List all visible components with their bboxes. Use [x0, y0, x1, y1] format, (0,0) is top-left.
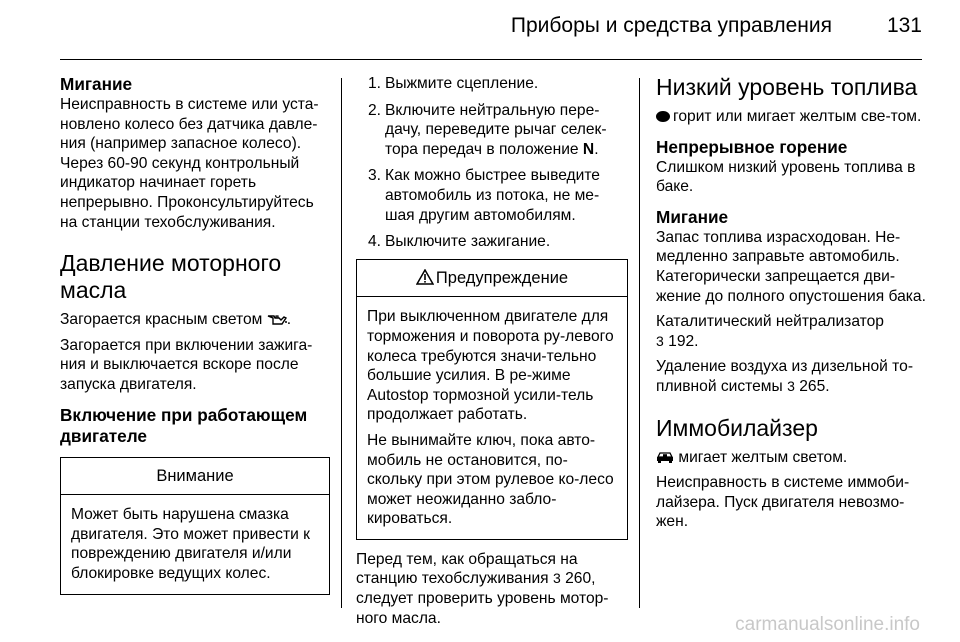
- warning-paragraph-2: Не вынимайте ключ, пока авто-мобиль не остановится, по-скольку при этом рулевое ко-лесо может неожиданно забло-кироваться.: [367, 431, 614, 528]
- after-box-paragraph: Перед тем, как обращаться на станцию техобслуживания 3 260, следует проверить уровень мотор-ного масла.: [356, 550, 609, 627]
- warning-triangle-icon: [416, 269, 434, 285]
- low-fuel-heading: Низкий уровень топлива: [656, 74, 918, 100]
- page-ref-265[interactable]: 265: [799, 377, 826, 395]
- warning-header: [357, 260, 627, 298]
- oil-lit-text-end: .: [286, 311, 292, 329]
- fuel-blink-heading: Мигание: [656, 206, 729, 227]
- column-1: [60, 74, 330, 595]
- column-2: [356, 74, 628, 628]
- step-3: 3. Как можно быстрее выведите автомобиль из потока, не ме-шая другим автомобилям.: [368, 167, 600, 224]
- column-3: [656, 74, 926, 532]
- page-ref-260[interactable]: 260: [565, 570, 592, 588]
- immo-fault-text: Неисправность в системе иммоби-лайзера. Пуск двигателя невозмо-жен.: [656, 474, 910, 531]
- step-4: 4. Выключите зажигание.: [368, 233, 551, 251]
- oil-pressure-heading: Давление моторного масла: [60, 250, 282, 304]
- page-number: 131: [886, 14, 922, 37]
- immo-lit-paragraph: [656, 448, 926, 468]
- column-divider-2: [639, 78, 640, 608]
- fuel-indicator-icon: [656, 111, 670, 122]
- oil-lit-paragraph: [60, 310, 330, 330]
- page-ref-icon: 3: [656, 332, 664, 349]
- oil-can-icon: [267, 313, 287, 326]
- catalyst-paragraph: Каталитический нейтрализатор 3 192.: [656, 313, 884, 350]
- caution-title: Внимание: [61, 458, 329, 496]
- warning-paragraph-1: При выключенном двигателе для торможения и поворота ру-левого колеса требуются значи-тельно большие усилия. В ре-жиме Autostop тормозной усили-тель продолжает работать.: [367, 308, 614, 424]
- page-ref-icon: 3: [787, 377, 795, 394]
- caution-text: Может быть нарушена смазка двигателя. Это может привести к повреждению двигателя и/или блокировке ведущих колес.: [71, 506, 310, 582]
- caution-box: [60, 457, 330, 595]
- header-divider: [60, 59, 922, 60]
- running-engine-heading: Включение при работающем двигателе: [60, 404, 308, 446]
- fuel-text: горит или мигает желтым све-том.: [673, 108, 922, 125]
- page-ref-icon: 3: [552, 570, 561, 587]
- step-1: 1. Выжмите сцепление.: [368, 75, 539, 92]
- steady-heading: Непрерывное горение: [656, 136, 848, 157]
- blink-heading: Мигание: [60, 74, 133, 94]
- immobilizer-icon: [656, 451, 674, 464]
- oil-ignition-text: Загорается при включении зажига-ния и выключается вскоре после запуска двигателя.: [60, 336, 313, 393]
- fuel-paragraph: [656, 107, 926, 127]
- page-ref-192[interactable]: 192: [668, 332, 695, 350]
- fuel-blink-text: Запас топлива израсходован. Не-медленно заправьте автомобиль. Категорически запрещается дви-жение до полного опустошения бака.: [656, 228, 926, 305]
- page-title: Приборы и средства управления: [510, 14, 832, 37]
- watermark: carmanualsonline.info: [735, 614, 920, 635]
- immo-lit-text: мигает желтым светом.: [678, 448, 848, 466]
- immobilizer-heading: Иммобилайзер: [656, 414, 818, 441]
- page-header: [0, 0, 960, 62]
- steps-list: [356, 74, 628, 252]
- warning-title: Предупреждение: [435, 268, 569, 287]
- warning-body: [357, 297, 627, 539]
- steady-text: Слишком низкий уровень топлива в баке.: [656, 158, 916, 196]
- oil-lit-text: Загорается красным светом: [60, 311, 263, 329]
- step-2: 2. Включите нейтральную пере-дачу, переведите рычаг селек-тора передач в положение N.: [368, 101, 607, 158]
- warning-box: [356, 259, 628, 540]
- bleed-paragraph: Удаление воздуха из дизельной то-пливной системы 3 265.: [656, 358, 914, 395]
- blink-text: Неисправность в системе или уста-новлено колесо без датчика давле-ния (например запасное колесо). Через 60-90 секунд контрольный индикатор начинает гореть непрерывно. Проконсультируйтесь на станции техобслуживания.: [60, 96, 319, 231]
- column-divider-1: [341, 78, 342, 608]
